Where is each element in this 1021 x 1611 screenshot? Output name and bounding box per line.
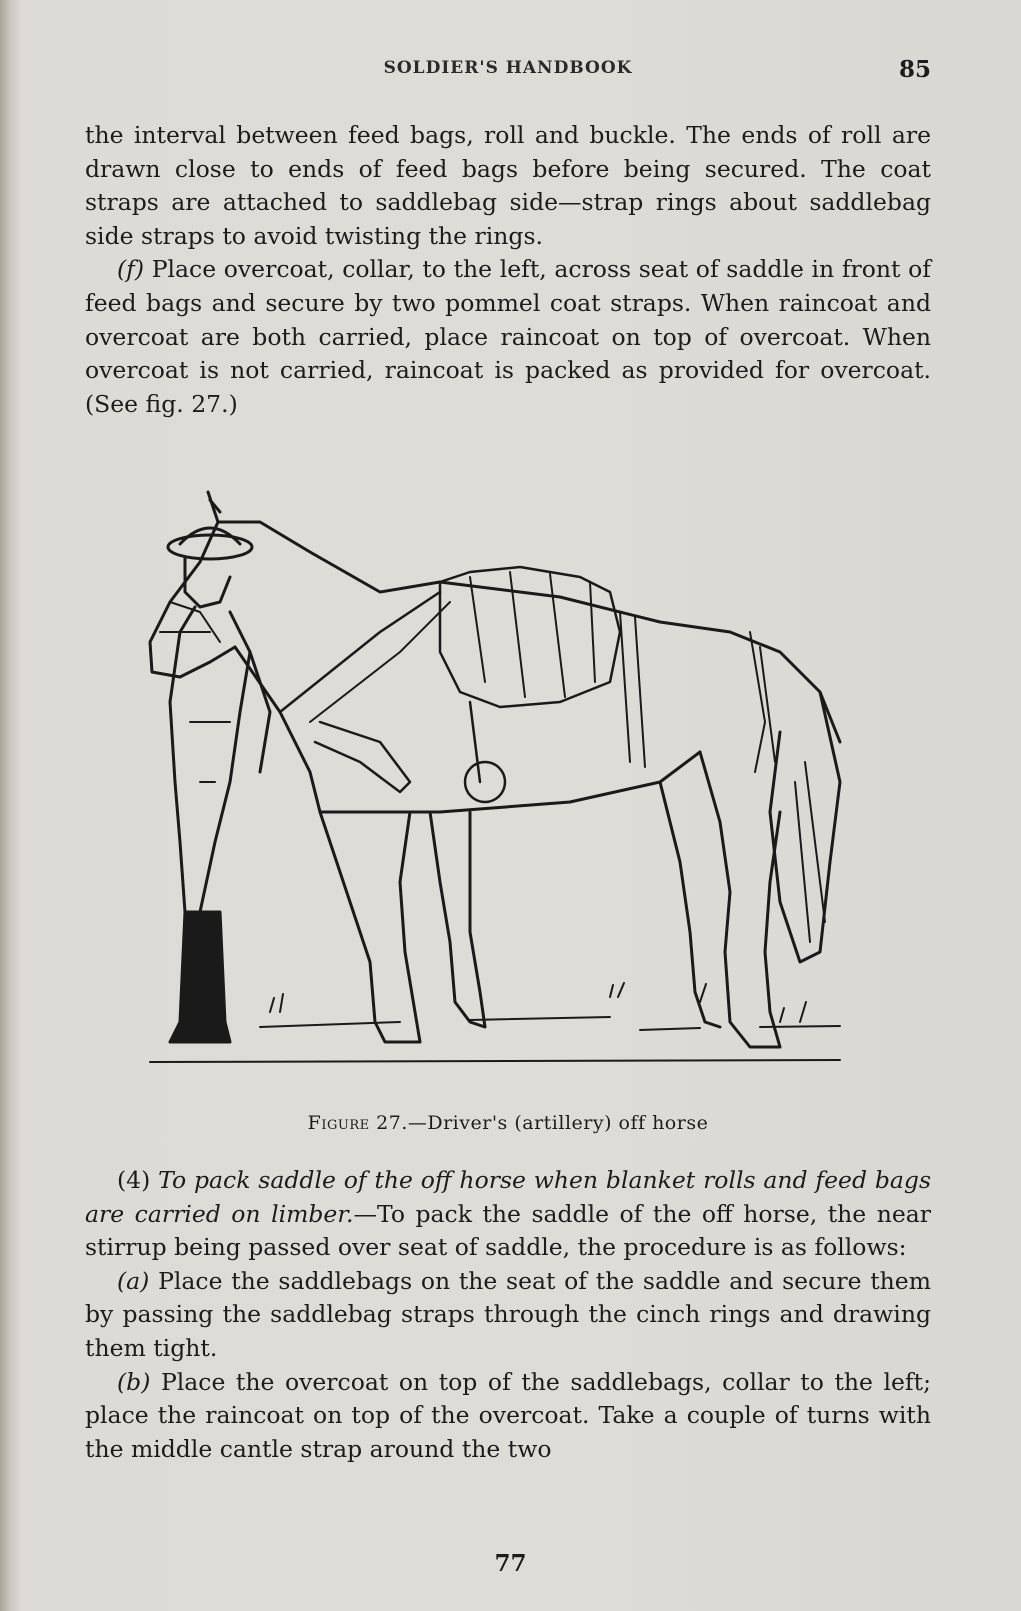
paragraph: (4) To pack saddle of the off horse when blanket rolls and feed bags are carried on limber.—To pack the saddle of the off horse, the near stirrup being passed over seat of saddle, the procedure is as follows: [85, 1166, 931, 1262]
horse-illustration [140, 482, 890, 1102]
text-block-bottom [85, 1164, 931, 1466]
page-number: 85 [898, 56, 931, 83]
figure-caption: Figure 27.—Driver's (artillery) off horse [307, 1112, 709, 1134]
paragraph: (f) Place overcoat, collar, to the left, across seat of saddle in front of feed bags and secure by two pommel coat straps. When raincoat and overcoat are both carried, place raincoat on top of overcoat. When overcoat is not carried, raincoat is packed as provided for overcoat. (See fig. 27.) [85, 255, 931, 418]
running-head: SOLDIER'S HANDBOOK [383, 58, 633, 78]
item-label: (f) [117, 255, 145, 284]
folio-number: 77 [494, 1550, 527, 1577]
text-block-top [85, 119, 931, 421]
paragraph: (b) Place the overcoat on top of the saddlebags, collar to the left; place the raincoat on top of the overcoat. Take a couple of turns with the middle cantle strap around the two [85, 1367, 931, 1463]
paragraph: the interval between feed bags, roll and buckle. The ends of roll are drawn close to ends of feed bags before being secured. The coat straps are attached to saddlebag side—strap rings about saddlebag side straps to avoid twisting the rings. [85, 121, 931, 250]
page-header [85, 56, 931, 86]
paragraph: (a) Place the saddlebags on the seat of the saddle and secure them by passing the saddlebag straps through the cinch rings and drawing them tight. [85, 1266, 931, 1362]
